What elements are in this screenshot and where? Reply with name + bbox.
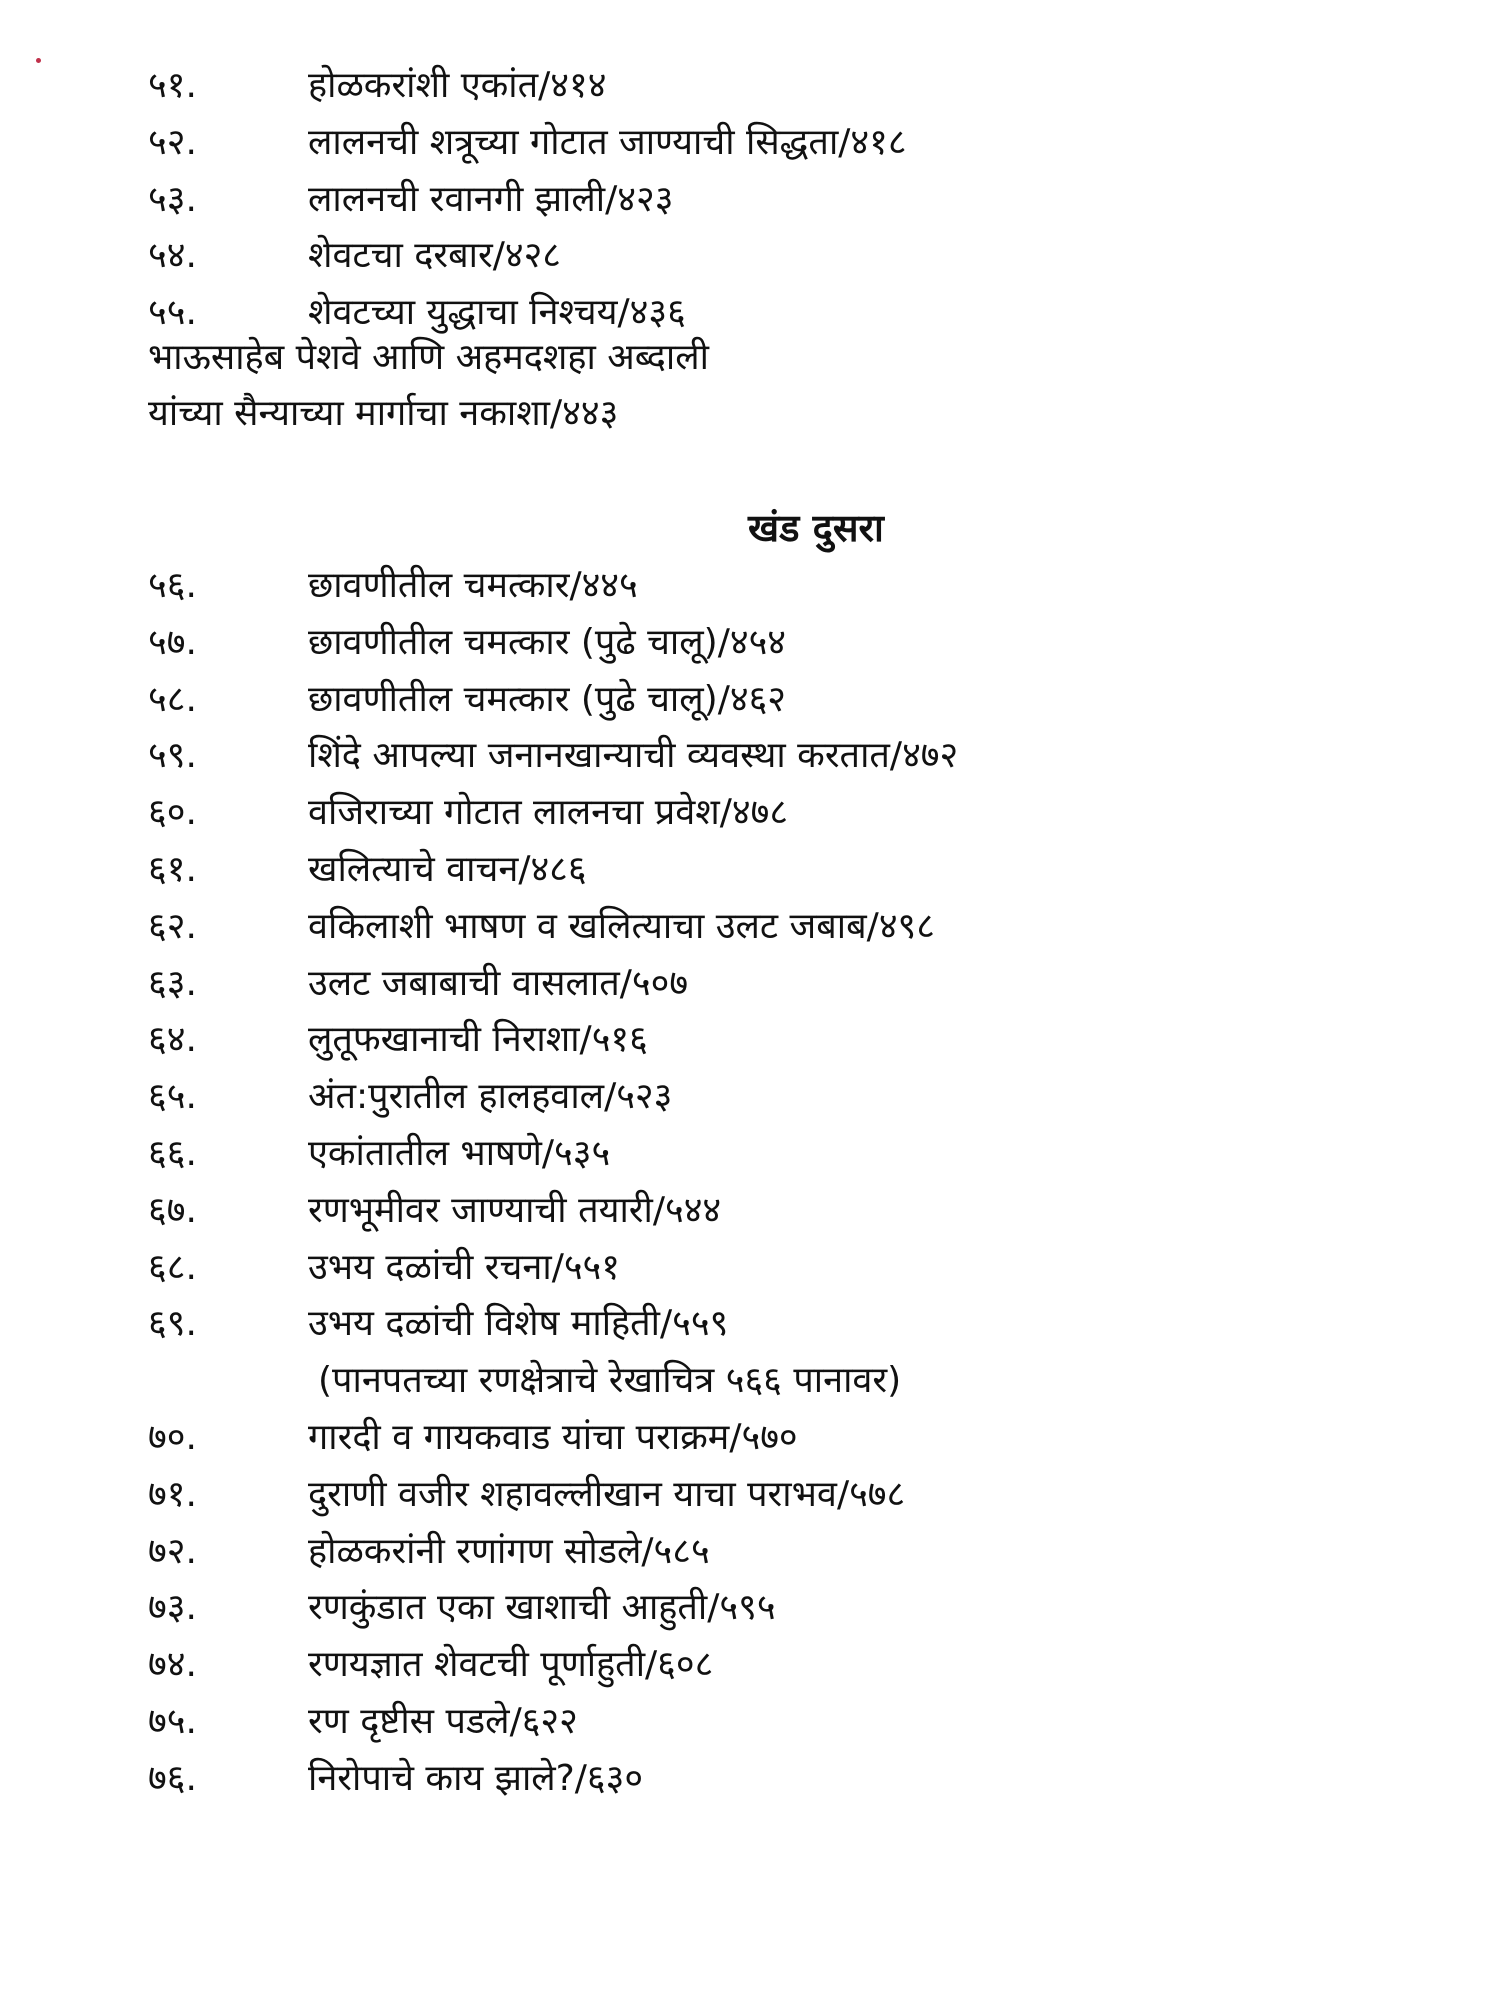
entry-number: ६३. <box>148 962 197 1004</box>
toc-entry <box>148 1580 1388 1637</box>
entry-page: ५५९ <box>672 1303 729 1345</box>
entry-title-line <box>308 1751 643 1808</box>
entry-separator: / <box>579 1019 592 1061</box>
entry-separator: / <box>660 1303 673 1345</box>
toc-entry <box>148 728 1388 785</box>
entry-title: गारदी व गायकवाड यांचा पराक्रम <box>308 1416 730 1458</box>
entry-title-line <box>308 558 638 615</box>
entry-title-line <box>308 1694 578 1751</box>
toc-entry <box>148 1751 1388 1808</box>
entry-title-line <box>308 672 786 729</box>
entry-separator: / <box>717 621 730 663</box>
entry-page: ६३० <box>586 1757 644 1799</box>
entry-page: ४२८ <box>504 235 562 277</box>
entry-title-line <box>308 1296 728 1353</box>
entry-separator: / <box>729 1416 742 1458</box>
entry-separator: / <box>617 292 630 334</box>
entry-page: ५३५ <box>554 1132 611 1174</box>
entry-page: ५५१ <box>563 1246 620 1288</box>
entry-separator: / <box>645 1644 658 1686</box>
entry-number: ५४. <box>148 235 197 277</box>
entry-title: होळकरांनी रणांगण सोडले <box>308 1530 642 1572</box>
entry-page: ४४५ <box>581 565 638 606</box>
map-note-line-2: यांच्या सैन्याच्या मार्गाचा नकाशा/४४३ <box>148 393 619 434</box>
entry-title: होळकरांशी एकांत <box>308 65 539 106</box>
entry-number: ६४. <box>148 1019 197 1061</box>
entry-title: वजिराच्या गोटात लालनचा प्रवेश <box>308 792 720 834</box>
entry-title-line <box>308 115 907 172</box>
entry-number: ५८. <box>148 678 197 720</box>
entry-title-line <box>308 1524 710 1581</box>
entry-separator: / <box>569 565 582 606</box>
entry-page: ६२२ <box>521 1700 578 1742</box>
entry-page: ४३६ <box>629 292 686 334</box>
battlefield-sketch-note: (पानपतच्या रणक्षेत्राचे रेखाचित्र ५६६ पानावर) <box>318 1360 902 1402</box>
part-one-list <box>148 58 1388 342</box>
entry-separator: / <box>866 905 879 947</box>
entry-title-line <box>308 728 958 785</box>
entry-separator: / <box>836 1473 850 1515</box>
entry-title: शेवटचा दरबार <box>308 235 493 277</box>
entry-title: लुतूफखानाची निराशा <box>308 1019 580 1061</box>
ink-speck <box>36 58 41 63</box>
toc-entry <box>148 956 1388 1013</box>
entry-separator: / <box>509 1700 522 1742</box>
entry-separator: / <box>838 121 851 163</box>
entry-separator: / <box>717 678 730 720</box>
entry-page: ५९५ <box>719 1587 776 1629</box>
entry-title-line <box>308 615 786 672</box>
entry-title-line <box>308 1183 721 1240</box>
entry-number: ६६. <box>148 1132 197 1174</box>
entry-separator: / <box>889 735 903 777</box>
entry-title: छावणीतील चमत्कार (पुढे चालू) <box>308 621 718 663</box>
entry-page: ४७२ <box>902 735 959 777</box>
entry-title-line <box>308 1240 620 1297</box>
entry-title-line <box>308 956 688 1013</box>
toc-entry <box>148 1467 1388 1524</box>
toc-entry <box>148 228 1388 285</box>
entry-page: ४१८ <box>850 121 907 163</box>
entry-title-line <box>308 1126 610 1183</box>
entry-title: निरोपाचे काय झाले? <box>308 1757 575 1799</box>
entry-title: रणभूमीवर जाण्याची तयारी <box>308 1189 653 1231</box>
toc-entry <box>148 58 1388 115</box>
entry-number: ६५. <box>148 1076 197 1118</box>
entry-title: उलट जबाबाची वासलात <box>308 962 620 1004</box>
entry-title-line <box>308 1069 672 1126</box>
entry-number: ७०. <box>148 1416 197 1458</box>
toc-entry <box>148 115 1388 172</box>
toc-entry <box>148 1637 1388 1694</box>
entry-number: ७६. <box>148 1757 197 1799</box>
entry-number: ६०. <box>148 792 197 834</box>
entry-number: ७५. <box>148 1700 197 1742</box>
entry-title: लालनची शत्रूच्या गोटात जाण्याची सिद्धता <box>308 121 839 163</box>
toc-entry <box>148 1410 1388 1467</box>
map-note-line-1: भाऊसाहेब पेशवे आणि अहमदशहा अब्दाली <box>148 337 709 378</box>
toc-entry <box>148 615 1388 672</box>
entry-page: ४१४ <box>550 65 607 106</box>
entry-page: ४५४ <box>729 621 787 663</box>
entry-title: दुराणी वजीर शहावल्लीखान याचा पराभव <box>308 1473 837 1515</box>
toc-entry <box>148 1183 1388 1240</box>
entry-page: ५१६ <box>591 1019 648 1061</box>
entry-title-line <box>308 1467 905 1524</box>
entry-title-line <box>308 58 606 115</box>
entry-page: ४७८ <box>731 792 789 834</box>
entry-separator: / <box>604 1076 617 1118</box>
entry-page: ५७० <box>741 1416 798 1458</box>
entry-page: ५२३ <box>616 1076 673 1118</box>
entry-number: ६८. <box>148 1246 197 1288</box>
entry-title: शेवटच्या युद्धाचा निश्चय <box>308 292 618 334</box>
entry-title: रण दृष्टीस पडले <box>308 1700 510 1742</box>
entry-separator: / <box>538 65 551 106</box>
entry-title-line <box>308 172 673 229</box>
entry-page: ४८६ <box>530 848 587 890</box>
entry-separator: / <box>551 1246 564 1288</box>
entry-number: ६९. <box>148 1303 197 1345</box>
entry-number: ७२. <box>148 1530 197 1572</box>
entry-title-line <box>308 785 788 842</box>
entry-page: ४९८ <box>878 905 935 947</box>
toc-entry <box>148 1296 1388 1353</box>
toc-entry <box>148 1694 1388 1751</box>
map-note <box>148 330 709 442</box>
entry-title: खलित्याचे वाचन <box>308 848 519 890</box>
entry-title-line <box>308 1580 776 1637</box>
entry-separator: / <box>492 235 505 277</box>
toc-entry <box>148 672 1388 729</box>
entry-separator: / <box>541 1132 555 1174</box>
entry-title-line <box>308 1410 798 1467</box>
toc-entry <box>148 1012 1388 1069</box>
entry-page: ६०८ <box>657 1644 714 1686</box>
part-two-heading: खंड दुसरा <box>748 506 884 550</box>
entry-page: ४६२ <box>729 678 787 720</box>
entry-title: उभय दळांची रचना <box>308 1246 552 1288</box>
entry-title-line <box>308 1637 713 1694</box>
toc-entry <box>148 558 1388 615</box>
entry-separator: / <box>707 1587 720 1629</box>
entry-number: ७३. <box>148 1587 197 1629</box>
entry-separator: / <box>641 1530 654 1572</box>
entry-title: रणकुंडात एका खाशाची आहुती <box>308 1587 708 1629</box>
toc-entry <box>148 1069 1388 1126</box>
entry-separator: / <box>518 848 531 890</box>
entry-title: छावणीतील चमत्कार (पुढे चालू) <box>308 678 718 720</box>
entry-number: ५२. <box>148 121 197 163</box>
entry-number: ५५. <box>148 292 197 334</box>
entry-number: ६७. <box>148 1189 197 1231</box>
entry-title-line <box>308 1012 648 1069</box>
entry-title-line <box>308 899 935 956</box>
entry-title-line <box>308 842 587 899</box>
entry-title: एकांतातील भाषणे <box>308 1132 542 1174</box>
toc-entry <box>148 842 1388 899</box>
entry-page: ५८५ <box>653 1530 710 1572</box>
entry-title-line <box>308 228 561 285</box>
entry-number: ५९. <box>148 735 197 777</box>
part-two-list <box>148 558 1388 1808</box>
entry-page: ५४४ <box>664 1189 722 1231</box>
entry-page: ४२३ <box>617 178 674 220</box>
entry-title: रणयज्ञात शेवटची पूर्णाहुती <box>308 1644 646 1686</box>
entry-separator: / <box>574 1757 587 1799</box>
entry-title: छावणीतील चमत्कार <box>308 565 570 606</box>
entry-number: ७१. <box>148 1473 197 1515</box>
entry-title: अंत:पुरातील हालहवाल <box>308 1076 605 1118</box>
entry-number: ५७. <box>148 621 197 663</box>
entry-number: ५१. <box>148 65 197 106</box>
toc-entry <box>148 1126 1388 1183</box>
toc-entry <box>148 1240 1388 1297</box>
entry-number: ६२. <box>148 905 197 947</box>
toc-entry <box>148 899 1388 956</box>
entry-separator: / <box>605 178 618 220</box>
entry-title: उभय दळांची विशेष माहिती <box>308 1303 660 1345</box>
entry-page: ५०७ <box>631 962 689 1004</box>
entry-separator: / <box>719 792 732 834</box>
toc-entry <box>148 785 1388 842</box>
entry-title: शिंदे आपल्या जनानखान्याची व्यवस्था करतात <box>308 735 890 777</box>
entry-number: ५६. <box>148 565 197 606</box>
entry-title: लालनची रवानगी झाली <box>308 178 606 220</box>
entry-title: वकिलाशी भाषण व खलित्याचा उलट जबाब <box>308 905 867 947</box>
entry-number: ७४. <box>148 1644 197 1686</box>
entry-page: ५७८ <box>849 1473 906 1515</box>
entry-separator: / <box>652 1189 665 1231</box>
toc-entry <box>148 172 1388 229</box>
entry-separator: / <box>619 962 632 1004</box>
entry-number: ५३. <box>148 178 197 220</box>
toc-entry <box>148 1524 1388 1581</box>
entry-number: ६१. <box>148 848 197 890</box>
